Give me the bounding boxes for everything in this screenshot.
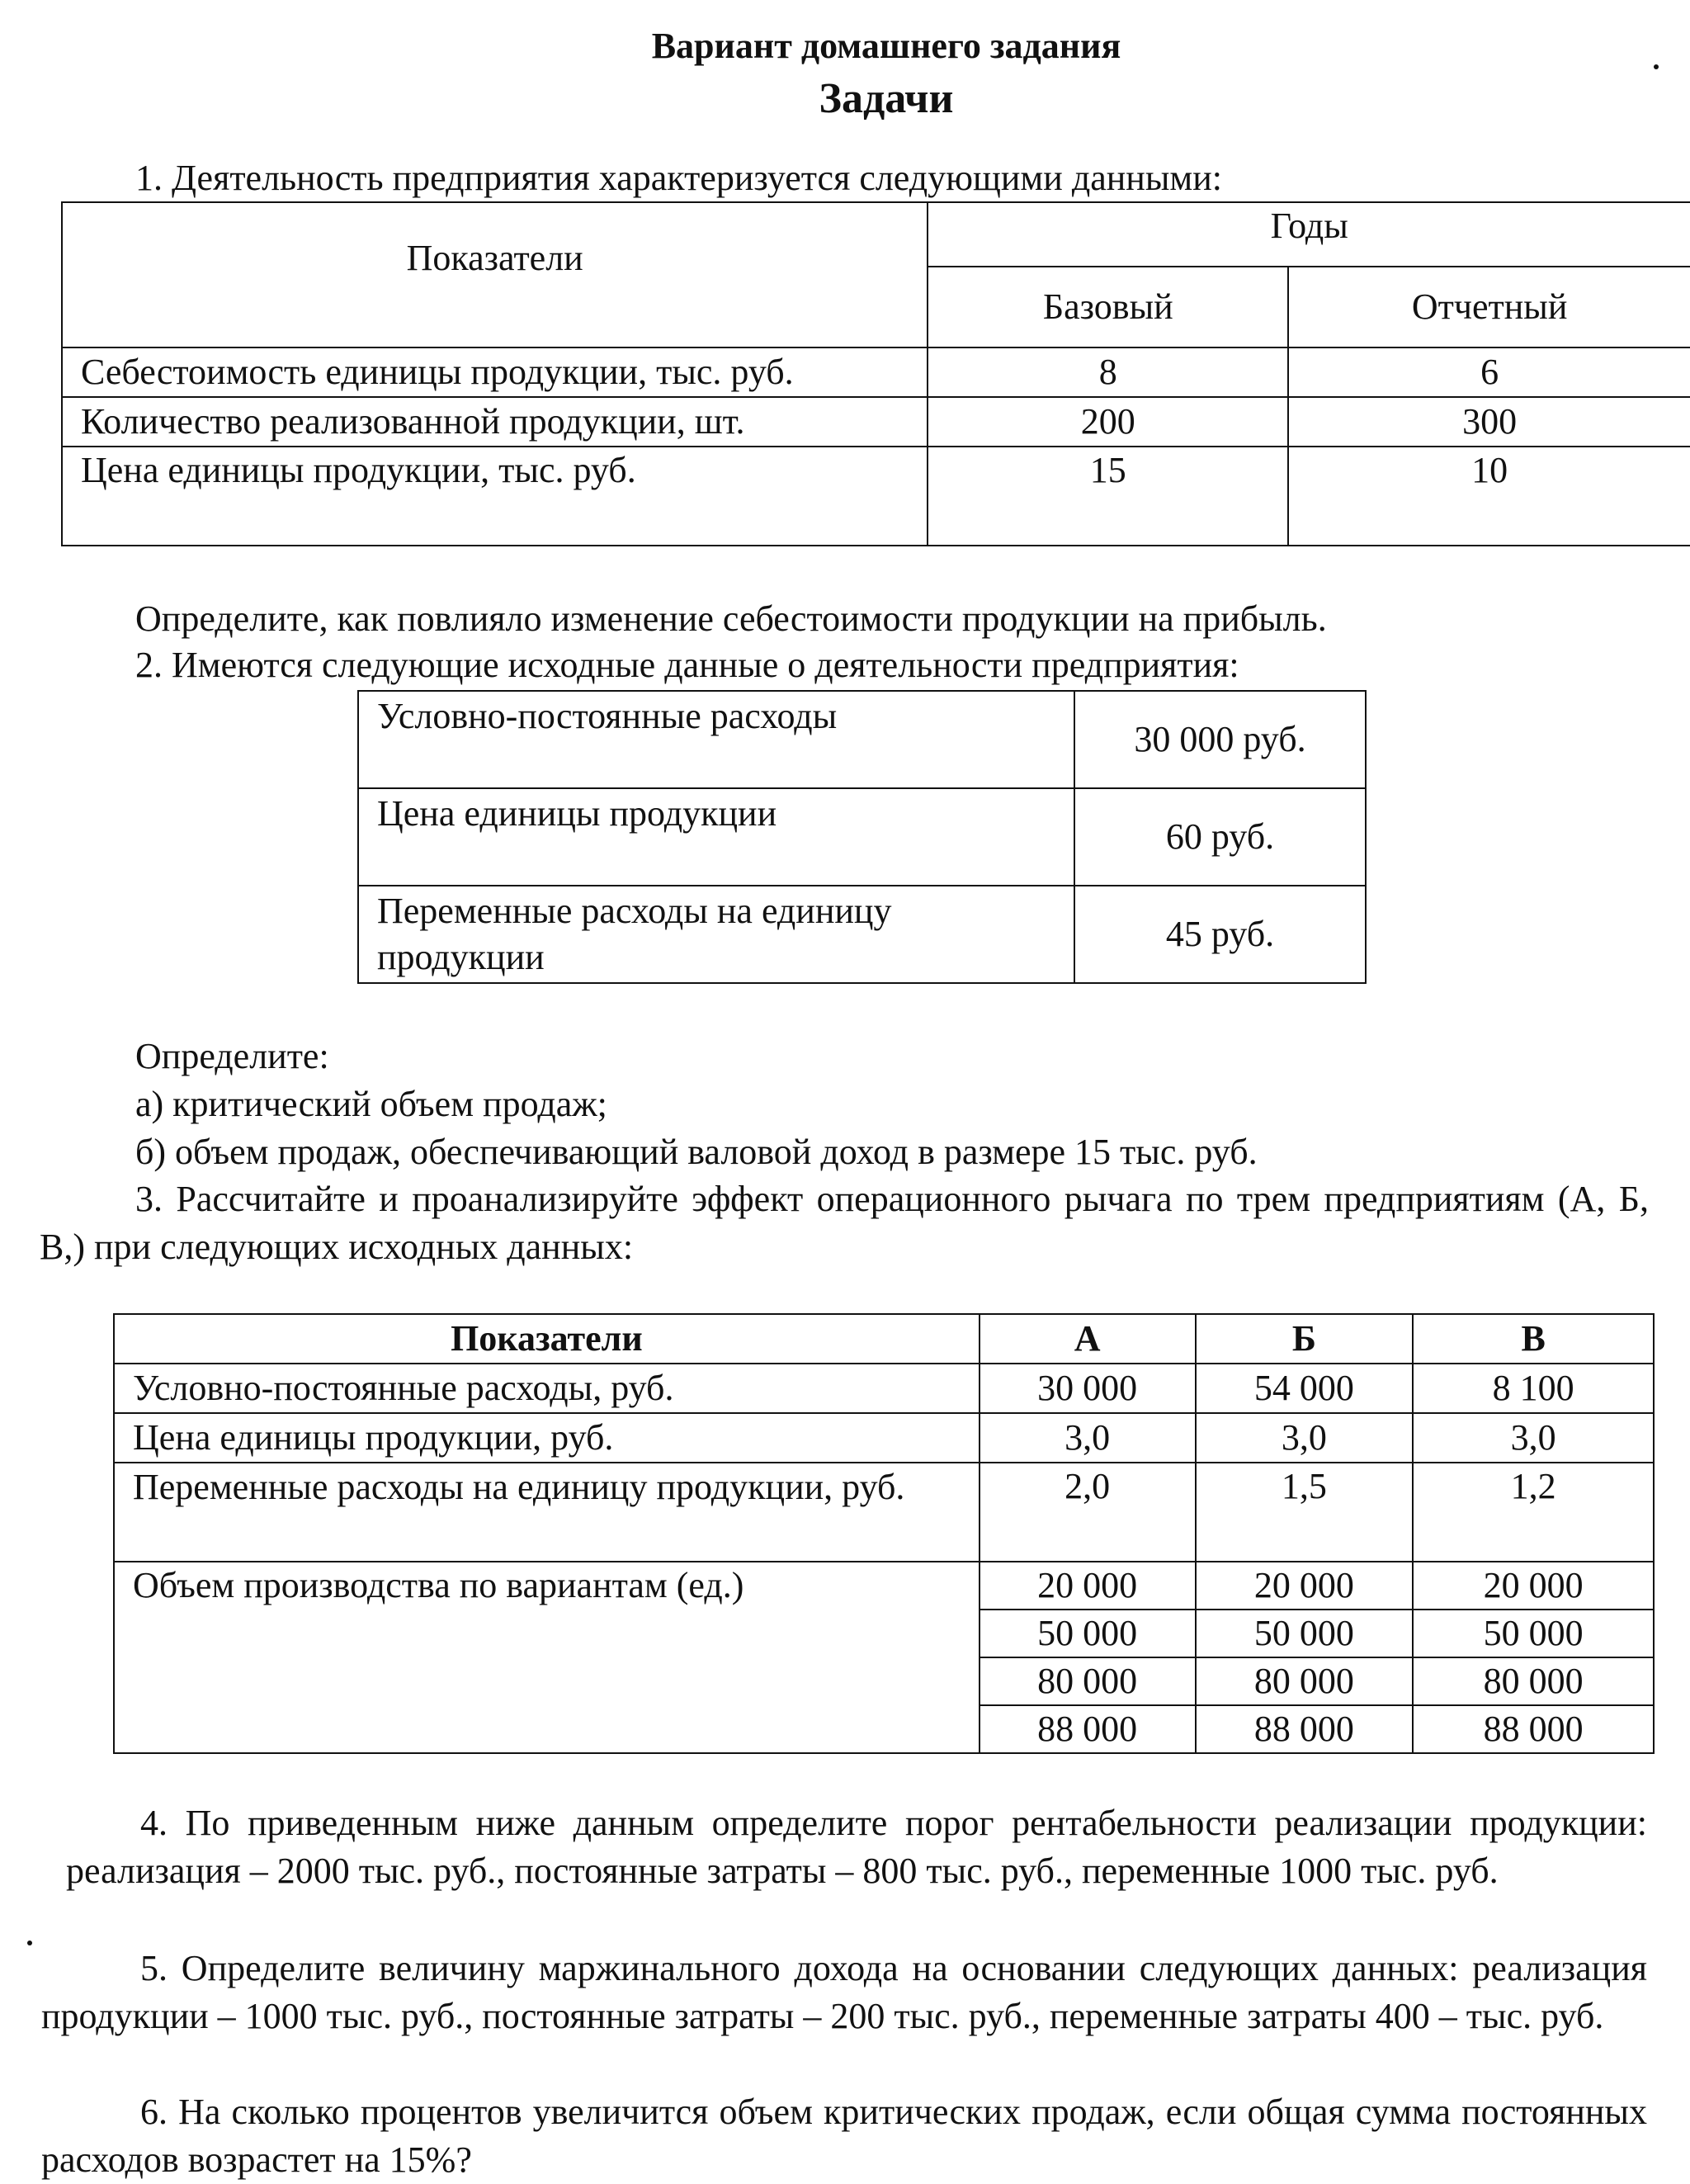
task3-volume-c: 88 000 bbox=[1413, 1705, 1654, 1753]
task1-header-years: Годы bbox=[928, 202, 1690, 267]
task3-volume-a: 88 000 bbox=[980, 1705, 1196, 1753]
task2-row-label-line1: Переменные расходы на единицу bbox=[377, 891, 892, 931]
task1-row-report: 300 bbox=[1288, 397, 1690, 447]
task6-text: 6. На сколько процентов увеличится объем критических продаж, если общая сумма постоянных расходов возрастет на 15%? bbox=[41, 2092, 1647, 2180]
task3-header-a: А bbox=[980, 1314, 1196, 1364]
table-row bbox=[62, 397, 1690, 447]
task3-cell-a: 30 000 bbox=[980, 1364, 1196, 1413]
task2-row-label: Условно-постоянные расходы bbox=[358, 691, 1074, 788]
task2-question-a: а) критический объем продаж; bbox=[135, 1084, 607, 1124]
table-row bbox=[114, 1413, 1654, 1463]
task1-header-base: Базовый bbox=[928, 267, 1288, 347]
task2-row-label: Цена единицы продукции bbox=[358, 788, 1074, 886]
task2-question-head: Определите: bbox=[135, 1036, 329, 1076]
task1-row-label: Цена единицы продукции, тыс. руб. bbox=[62, 447, 928, 546]
task2-row-label-line2: продукции bbox=[377, 937, 545, 977]
task1-row-report: 6 bbox=[1288, 347, 1690, 397]
task2-row-value: 60 руб. bbox=[1074, 788, 1366, 886]
task3-volume-a: 20 000 bbox=[980, 1562, 1196, 1610]
task4-text: 4. По приведенным ниже данным определите порог рентабельности реализации продукции: реализация – 2000 тыс. руб., постоянные затраты – 800 тыс. руб., переменные 1000 тыс. руб. bbox=[66, 1803, 1647, 1891]
task3-row-label: Условно-постоянные расходы, руб. bbox=[114, 1364, 980, 1413]
task2-table bbox=[357, 690, 1367, 984]
table-row bbox=[358, 788, 1366, 886]
task1-row-base: 200 bbox=[928, 397, 1288, 447]
task3-volume-a: 80 000 bbox=[980, 1657, 1196, 1705]
task3-table bbox=[113, 1313, 1655, 1754]
task3-cell-c: 3,0 bbox=[1413, 1413, 1654, 1463]
task3-volume-b: 50 000 bbox=[1196, 1610, 1414, 1657]
task3-volume-a: 50 000 bbox=[980, 1610, 1196, 1657]
table-row bbox=[62, 347, 1690, 397]
task3-volume-c: 80 000 bbox=[1413, 1657, 1654, 1705]
task3-row-label: Переменные расходы на единицу продукции, руб. bbox=[114, 1463, 980, 1562]
task3-cell-c: 1,2 bbox=[1413, 1463, 1654, 1562]
task1-question: Определите, как повлияло изменение себестоимости продукции на прибыль. bbox=[135, 598, 1327, 639]
document-subtitle: Задачи bbox=[819, 75, 954, 122]
task3-cell-a: 3,0 bbox=[980, 1413, 1196, 1463]
task2-row-value: 30 000 руб. bbox=[1074, 691, 1366, 788]
speck-mark bbox=[1654, 64, 1659, 69]
task5-text: 5. Определите величину маржинального дохода на основании следующих данных: реализация продукции – 1000 тыс. руб., постоянные затраты – 200 тыс. руб., переменные затраты 400 – тыс. руб. bbox=[41, 1948, 1647, 2036]
table-row bbox=[114, 1463, 1654, 1562]
task3-row-label: Цена единицы продукции, руб. bbox=[114, 1413, 980, 1463]
task3-cell-b: 54 000 bbox=[1196, 1364, 1414, 1413]
table-row bbox=[62, 447, 1690, 546]
task1-row-base: 15 bbox=[928, 447, 1288, 546]
task2-intro: 2. Имеются следующие исходные данные о деятельности предприятия: bbox=[135, 645, 1239, 685]
task3-header-indicators: Показатели bbox=[114, 1314, 980, 1364]
document-title: Вариант домашнего задания bbox=[651, 26, 1121, 66]
task1-intro: 1. Деятельность предприятия характеризуется следующими данными: bbox=[135, 158, 1223, 198]
table-row bbox=[358, 691, 1366, 788]
task1-row-base: 8 bbox=[928, 347, 1288, 397]
table-row bbox=[114, 1364, 1654, 1413]
table-row bbox=[114, 1314, 1654, 1364]
task1-header-report: Отчетный bbox=[1288, 267, 1690, 347]
task3-text: 3. Рассчитайте и проанализируйте эффект операционного рычага по трем предприятиям (А, Б, В,) при следующих исходных данных: bbox=[40, 1179, 1649, 1267]
task3-cell-c: 8 100 bbox=[1413, 1364, 1654, 1413]
task3-volume-b: 80 000 bbox=[1196, 1657, 1414, 1705]
task3-volume-label: Объем производства по вариантам (ед.) bbox=[114, 1562, 980, 1753]
task3-cell-a: 2,0 bbox=[980, 1463, 1196, 1562]
task1-row-report: 10 bbox=[1288, 447, 1690, 546]
task3-header-c: В bbox=[1413, 1314, 1654, 1364]
task3-volume-c: 20 000 bbox=[1413, 1562, 1654, 1610]
task1-row-label: Себестоимость единицы продукции, тыс. руб. bbox=[62, 347, 928, 397]
task2-question-b: б) объем продаж, обеспечивающий валовой доход в размере 15 тыс. руб. bbox=[135, 1132, 1258, 1172]
task1-table bbox=[61, 201, 1690, 546]
task1-header-indicators: Показатели bbox=[62, 202, 928, 347]
task3-volume-b: 20 000 bbox=[1196, 1562, 1414, 1610]
task3-header-b: Б bbox=[1196, 1314, 1414, 1364]
task2-row-label bbox=[358, 886, 1074, 983]
speck-mark bbox=[27, 1941, 32, 1945]
task3-volume-b: 88 000 bbox=[1196, 1705, 1414, 1753]
table-row bbox=[358, 886, 1366, 983]
task3-cell-b: 1,5 bbox=[1196, 1463, 1414, 1562]
table-row bbox=[114, 1562, 1654, 1610]
task2-row-value: 45 руб. bbox=[1074, 886, 1366, 983]
task3-volume-c: 50 000 bbox=[1413, 1610, 1654, 1657]
task3-cell-b: 3,0 bbox=[1196, 1413, 1414, 1463]
task1-row-label: Количество реализованной продукции, шт. bbox=[62, 397, 928, 447]
